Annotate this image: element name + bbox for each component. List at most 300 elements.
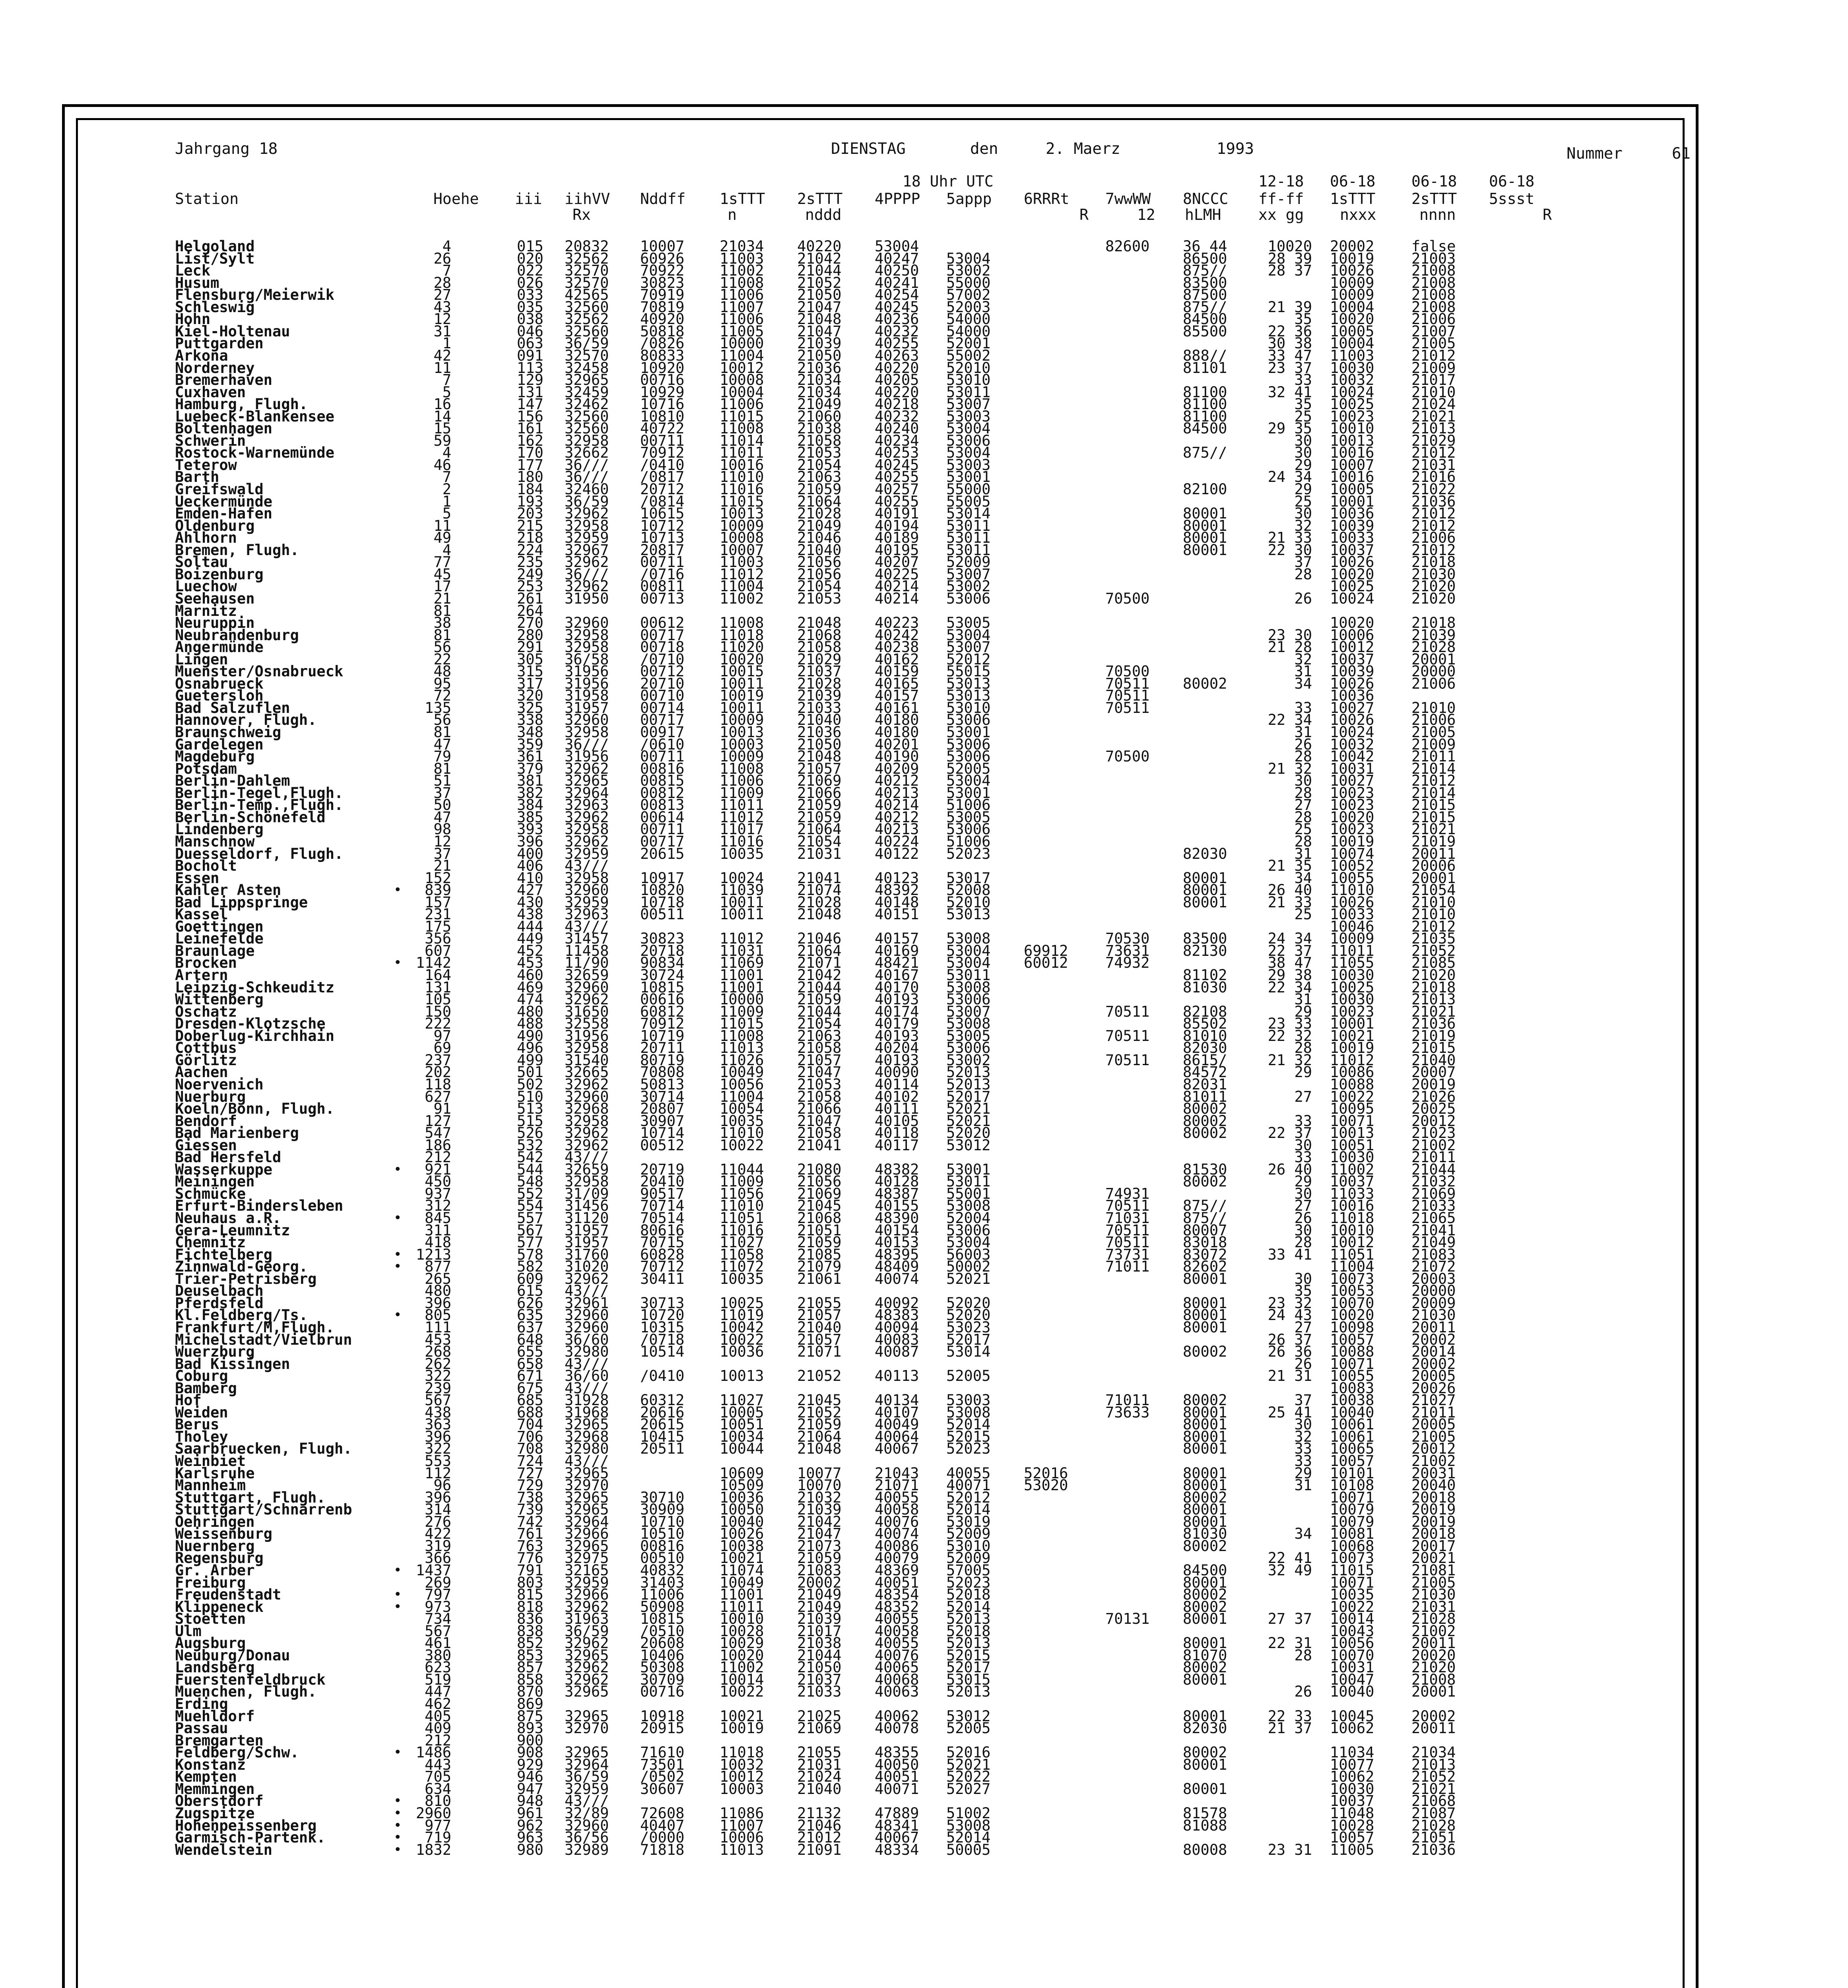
cell-2sttt-06-18: 21012 [1411, 517, 1456, 534]
cell-8nccc: 80001 [1183, 1501, 1227, 1518]
table-row [0, 1549, 1848, 1567]
column-header-12: 12 [1137, 206, 1155, 223]
cell-2sttt: 21071 [797, 954, 842, 972]
cell-station: Goettingen [175, 918, 264, 935]
mountain-station-marker: • [394, 1307, 402, 1323]
cell-1sttt: 11069 [720, 954, 764, 972]
cell-ffff: 25 41 [1268, 1404, 1312, 1421]
table-row [0, 978, 1848, 996]
cell-4pppp: 40083 [875, 1331, 919, 1348]
cell-4pppp: 40205 [875, 371, 919, 389]
cell-ffff: 21 32 [1268, 760, 1312, 777]
cell-iii: 452 [517, 942, 544, 959]
cell-1sttt-06-18: 10081 [1330, 1525, 1374, 1543]
cell-ihvv: 31957 [565, 1221, 609, 1239]
mountain-station-marker: • [394, 1598, 402, 1615]
cell-iii: 688 [517, 1404, 544, 1421]
cell-nddff: 71818 [640, 1841, 685, 1858]
cell-station: Memmingen [175, 1780, 255, 1798]
cell-5appp: 52021 [946, 1100, 991, 1118]
cell-hoehe: 973 [425, 1598, 451, 1615]
cell-iii: 578 [517, 1246, 544, 1263]
cell-2sttt-06-18: 21036 [1411, 493, 1456, 510]
cell-5appp: 53004 [946, 942, 991, 959]
cell-1sttt: 10011 [720, 906, 764, 923]
cell-ihvv: 31957 [565, 1234, 609, 1251]
cell-8nccc: 85502 [1183, 1015, 1227, 1033]
cell-2sttt-06-18: 21005 [1411, 1428, 1456, 1445]
cell-2sttt: 21028 [797, 505, 842, 522]
cell-1sttt-06-18: 11033 [1330, 1185, 1374, 1202]
cell-ffff: 22 37 [1268, 942, 1312, 959]
cell-ihvv: 32960 [565, 1318, 609, 1336]
cell-7wwww: 70511 [1105, 675, 1150, 692]
cell-8nccc: 80002 [1183, 675, 1227, 692]
cell-ffff: 25 [1294, 906, 1312, 923]
cell-1sttt: 10020 [720, 1646, 764, 1664]
cell-2sttt: 21042 [797, 250, 842, 267]
cell-5appp: 52005 [946, 1720, 991, 1737]
cell-4pppp: 40105 [875, 1112, 919, 1130]
cell-1sttt: 10056 [720, 1076, 764, 1093]
cell-ihvv: 32958 [565, 821, 609, 838]
cell-station: Teterow [175, 456, 237, 474]
cell-ihvv: 32560 [565, 322, 609, 340]
cell-nddff: 40920 [640, 311, 685, 328]
cell-2sttt-06-18: 20005 [1411, 1416, 1456, 1433]
cell-1sttt: 10013 [720, 505, 764, 522]
cell-1sttt: 11006 [720, 772, 764, 790]
cell-1sttt: 11011 [720, 796, 764, 814]
cell-iii: 526 [517, 1124, 544, 1142]
cell-2sttt-06-18: 21021 [1411, 821, 1456, 838]
cell-ffff: 22 30 [1268, 541, 1312, 559]
cell-hoehe: 418 [425, 1234, 451, 1251]
cell-5appp: 53007 [946, 565, 991, 583]
cell-station: Emden-Hafen [175, 505, 273, 522]
cell-2sttt-06-18: 21012 [1411, 772, 1456, 790]
cell-hoehe: 1832 [415, 1841, 451, 1858]
cell-1sttt: 10049 [720, 1574, 764, 1591]
cell-nddff: 70919 [640, 286, 685, 304]
cell-iii: 305 [517, 650, 544, 668]
cell-2sttt: 21068 [797, 1209, 842, 1227]
cell-1sttt-06-18: 10095 [1330, 1100, 1374, 1118]
cell-hoehe: 79 [433, 748, 451, 765]
cell-8nccc: 84500 [1183, 420, 1227, 437]
cell-4pppp: 48352 [875, 1598, 919, 1615]
cell-nddff: 30607 [640, 1780, 685, 1798]
cell-ffff: 32 [1294, 1428, 1312, 1445]
cell-station: Weiden [175, 1404, 228, 1421]
cell-station: Oehringen [175, 1513, 255, 1530]
cell-5appp: 53004 [946, 772, 991, 790]
cell-1sttt: 10044 [720, 1440, 764, 1458]
cell-nddff: 90834 [640, 954, 685, 972]
cell-nddff: 70514 [640, 1209, 685, 1227]
cell-ihvv: 31/09 [565, 1185, 609, 1202]
table-row [0, 1149, 1848, 1166]
cell-5appp: 55002 [946, 347, 991, 364]
cell-5appp: 53008 [946, 1015, 991, 1033]
cell-hoehe: 4 [442, 541, 451, 559]
cell-nddff: 40407 [640, 1817, 685, 1834]
cell-2sttt-06-18: 21010 [1411, 893, 1456, 911]
cell-8nccc: 81070 [1183, 1646, 1227, 1664]
cell-2sttt-06-18: 20011 [1411, 1720, 1456, 1737]
cell-8nccc: 83500 [1183, 930, 1227, 947]
cell-station: Hohn [175, 311, 211, 328]
cell-2sttt: 21048 [797, 906, 842, 923]
cell-station: Boizenburg [175, 565, 264, 583]
table-row [0, 1452, 1848, 1470]
cell-nddff: 10415 [640, 1428, 685, 1445]
cell-ihvv: 32968 [565, 1100, 609, 1118]
cell-nddff: 70819 [640, 298, 685, 316]
cell-1sttt: 10051 [720, 1416, 764, 1433]
cell-1sttt: 11006 [720, 396, 764, 413]
mountain-station-marker: • [394, 1161, 402, 1177]
table-row [0, 1331, 1848, 1348]
cell-8nccc: 81011 [1183, 1088, 1227, 1105]
cell-hoehe: 150 [425, 1003, 451, 1020]
cell-ihvv: 36/60 [565, 1367, 609, 1385]
cell-iii: 648 [517, 1331, 544, 1348]
cell-2sttt: 21054 [797, 1015, 842, 1033]
cell-4pppp: 40050 [875, 1756, 919, 1773]
cell-ihvv: 31456 [565, 1197, 609, 1215]
cell-hoehe: 12 [433, 833, 451, 850]
cell-ihvv: 32958 [565, 724, 609, 741]
cell-hoehe: 96 [433, 1477, 451, 1494]
cell-5appp: 53004 [946, 444, 991, 462]
cell-4pppp: 40193 [875, 1051, 919, 1069]
cell-2sttt-06-18: 21013 [1411, 1756, 1456, 1773]
cell-2sttt: 21025 [797, 1707, 842, 1725]
cell-iii: 893 [517, 1720, 544, 1737]
cell-iii: 035 [517, 298, 544, 316]
cell-2sttt: 21053 [797, 444, 842, 462]
cell-1sttt: 11056 [720, 1185, 764, 1202]
cell-ihvv: 36/// [565, 565, 609, 583]
cell-ihvv: 36/// [565, 736, 609, 753]
cell-hoehe: 47 [433, 808, 451, 826]
cell-2sttt: 21059 [797, 991, 842, 1008]
cell-5appp: 53003 [946, 1392, 991, 1409]
cell-hoehe: 1142 [415, 954, 451, 972]
cell-5appp: 40055 [946, 1464, 991, 1482]
cell-7wwww: 70511 [1105, 1221, 1150, 1239]
cell-ihvv: 31928 [565, 1392, 609, 1409]
cell-5appp: 52021 [946, 1756, 991, 1773]
cell-2sttt: 21050 [797, 736, 842, 753]
cell-7wwww: 70511 [1105, 1051, 1150, 1069]
cell-station: Bendorf [175, 1112, 237, 1130]
cell-2sttt-06-18: 21012 [1411, 347, 1456, 364]
cell-station: Stuttgart, Flugh. [175, 1489, 326, 1506]
cell-8nccc: 80001 [1183, 1574, 1227, 1591]
cell-station: Meiningen [175, 1173, 255, 1190]
cell-iii: 396 [517, 833, 544, 850]
cell-2sttt-06-18: 21049 [1411, 1234, 1456, 1251]
cell-station: Zinnwald-Georg. [175, 1258, 308, 1276]
cell-2sttt-06-18: 21008 [1411, 1671, 1456, 1688]
cell-2sttt: 21046 [797, 930, 842, 947]
cell-station: Barth [175, 468, 219, 486]
cell-station: Doberlug-Kirchhain [175, 1027, 334, 1044]
cell-6rrrt: 60012 [1024, 954, 1068, 972]
cell-1sttt: 10040 [720, 1513, 764, 1530]
cell-nddff: 70912 [640, 1015, 685, 1033]
cell-ffff: 29 38 [1268, 967, 1312, 984]
cell-iii: 320 [517, 687, 544, 705]
cell-ihvv: 32959 [565, 1574, 609, 1591]
table-row [0, 1051, 1848, 1069]
cell-2sttt-06-18: 21015 [1411, 796, 1456, 814]
cell-4pppp: 40209 [875, 760, 919, 777]
cell-nddff: 60312 [640, 1392, 685, 1409]
cell-nddff: 00711 [640, 553, 685, 571]
cell-ihvv: 32665 [565, 1064, 609, 1081]
table-row [0, 993, 1848, 1006]
cell-4pppp: 48341 [875, 1817, 919, 1834]
table-row [0, 359, 1848, 377]
cell-ffff: 21 31 [1268, 1367, 1312, 1385]
cell-2sttt-06-18: 21024 [1411, 396, 1456, 413]
cell-1sttt: 10005 [720, 1404, 764, 1421]
cell-iii: 947 [517, 1780, 544, 1798]
cell-nddff: 20615 [640, 845, 685, 862]
cell-5appp: 52013 [946, 1610, 991, 1628]
cell-station: Fuerstenfeldbruck [175, 1671, 326, 1688]
cell-ffff: 35 [1294, 311, 1312, 328]
cell-5appp: 52014 [946, 1829, 991, 1846]
cell-2sttt-06-18: 21044 [1411, 1161, 1456, 1178]
cell-2sttt: 21058 [797, 1088, 842, 1105]
cell-ffff: 31 [1294, 1477, 1312, 1494]
cell-station: Regensburg [175, 1549, 264, 1567]
cell-hoehe: 202 [425, 1064, 451, 1081]
cell-4pppp: 40118 [875, 1124, 919, 1142]
cell-4pppp: 40241 [875, 274, 919, 291]
cell-5appp: 52001 [946, 335, 991, 352]
cell-hoehe: 81 [433, 760, 451, 777]
cell-5appp: 52005 [946, 1367, 991, 1385]
cell-5appp: 52010 [946, 893, 991, 911]
cell-ihvv: 31956 [565, 663, 609, 680]
cell-ihvv: 43/// [565, 857, 609, 875]
cell-station: Erding [175, 1695, 228, 1712]
cell-1sttt-06-18: 10026 [1330, 675, 1374, 692]
cell-2sttt-06-18: 21087 [1411, 1804, 1456, 1822]
cell-2sttt-06-18: 21006 [1411, 311, 1456, 328]
cell-nddff: 20712 [640, 481, 685, 498]
cell-2sttt: 21079 [797, 1258, 842, 1276]
cell-1sttt: 10015 [720, 663, 764, 680]
cell-2sttt-06-18: 21028 [1411, 1817, 1456, 1834]
cell-2sttt-06-18: 21012 [1411, 541, 1456, 559]
cell-7wwww: 70511 [1105, 699, 1150, 716]
cell-8nccc: 82030 [1183, 845, 1227, 862]
table-row [0, 349, 1848, 362]
cell-station: Bad Kissingen [175, 1355, 290, 1373]
cell-hoehe: 276 [425, 1513, 451, 1530]
cell-2sttt-06-18: 21068 [1411, 1792, 1456, 1810]
cell-2sttt-06-18: 20011 [1411, 845, 1456, 862]
cell-nddff: 20817 [640, 541, 685, 559]
cell-nddff: /0410 [640, 1367, 685, 1385]
cell-1sttt: 11011 [720, 444, 764, 462]
cell-2sttt-06-18: 21008 [1411, 298, 1456, 316]
cell-ffff: 31 [1294, 663, 1312, 680]
cell-hoehe: 239 [425, 1379, 451, 1397]
cell-1sttt-06-18: 10070 [1330, 1294, 1374, 1312]
table-row [0, 252, 1848, 265]
cell-nddff: 20719 [640, 1161, 685, 1178]
cell-1sttt: 11009 [720, 1173, 764, 1190]
cell-nddff: 80833 [640, 347, 685, 364]
cell-1sttt-06-18: 10009 [1330, 274, 1374, 291]
mountain-station-marker: • [394, 1793, 402, 1809]
cell-5appp: 52020 [946, 1307, 991, 1324]
cell-2sttt-06-18: 21035 [1411, 930, 1456, 947]
cell-1sttt: 21034 [720, 238, 764, 255]
cell-hoehe: 1486 [415, 1744, 451, 1761]
cell-hoehe: 81 [433, 626, 451, 644]
cell-2sttt-06-18: 21006 [1411, 711, 1456, 729]
cell-1sttt: 10049 [720, 1064, 764, 1081]
cell-4pppp: 48355 [875, 1744, 919, 1761]
cell-5appp: 52014 [946, 1501, 991, 1518]
cell-station: Cuxhaven [175, 383, 246, 401]
cell-5appp: 52023 [946, 1440, 991, 1458]
cell-nddff: 20608 [640, 1635, 685, 1652]
cell-2sttt: 21049 [797, 1598, 842, 1615]
cell-ihvv: 32968 [565, 1428, 609, 1445]
cell-1sttt-06-18: 10027 [1330, 772, 1374, 790]
cell-1sttt: 11027 [720, 1234, 764, 1251]
cell-iii: 962 [517, 1817, 544, 1834]
table-row [0, 1561, 1848, 1579]
cell-1sttt: 10014 [720, 1671, 764, 1688]
cell-station: Oldenburg [175, 517, 255, 534]
cell-hoehe: 118 [425, 1076, 451, 1093]
cell-ffff: 29 [1294, 1064, 1312, 1081]
cell-ihvv: 36/56 [565, 1829, 609, 1846]
cell-2sttt: 21037 [797, 1671, 842, 1688]
cell-4pppp: 40094 [875, 1318, 919, 1336]
cell-nddff: /0610 [640, 736, 685, 753]
table-row [0, 286, 1848, 304]
cell-2sttt: 21049 [797, 1586, 842, 1604]
cell-hoehe: 26 [433, 250, 451, 267]
cell-ihvv: 31958 [565, 687, 609, 705]
cell-1sttt-06-18: 10061 [1330, 1416, 1374, 1433]
cell-1sttt-06-18: 10031 [1330, 1659, 1374, 1676]
cell-7wwww: 70511 [1105, 687, 1150, 705]
cell-hoehe: 91 [433, 1100, 451, 1118]
cell-1sttt-06-18: 10037 [1330, 1173, 1374, 1190]
cell-2sttt: 40220 [797, 238, 842, 255]
cell-5appp: 55000 [946, 274, 991, 291]
cell-2sttt: 21041 [797, 1136, 842, 1154]
cell-2sttt-06-18: 21018 [1411, 614, 1456, 632]
cell-nddff: 00616 [640, 991, 685, 1008]
cell-hoehe: 22 [433, 650, 451, 668]
cell-1sttt: 11072 [720, 1258, 764, 1276]
cell-ihvv: 36/59 [565, 1768, 609, 1786]
cell-hoehe: 265 [425, 1270, 451, 1287]
cell-nddff: 72608 [640, 1804, 685, 1822]
cell-1sttt: 10000 [720, 335, 764, 352]
cell-nddff: 10719 [640, 1027, 685, 1044]
cell-2sttt: 21060 [797, 408, 842, 425]
cell-2sttt-06-18: 21069 [1411, 1185, 1456, 1202]
cell-ihvv: 43/// [565, 1282, 609, 1300]
cell-iii: 554 [517, 1197, 544, 1215]
cell-8nccc: 84500 [1183, 1561, 1227, 1579]
cell-hoehe: 607 [425, 942, 451, 959]
cell-station: Manschnow [175, 833, 255, 850]
table-row [0, 1234, 1848, 1251]
column-header-rx: Rx [573, 206, 591, 223]
cell-1sttt: 11017 [720, 821, 764, 838]
cell-ffff: 22 37 [1268, 1124, 1312, 1142]
cell-8nccc: 80002 [1183, 1586, 1227, 1604]
cell-5appp: 52008 [946, 881, 991, 899]
column-header-8nccc: 8NCCC [1183, 190, 1229, 208]
cell-8nccc: 80001 [1183, 1756, 1227, 1773]
cell-4pppp: 47889 [875, 1804, 919, 1822]
cell-2sttt: 21056 [797, 553, 842, 571]
cell-2sttt-06-18: 21003 [1411, 250, 1456, 267]
cell-nddff: 10315 [640, 1318, 685, 1336]
cell-2sttt: 21058 [797, 432, 842, 449]
cell-2sttt-06-18: 20031 [1411, 1464, 1456, 1482]
table-row [0, 410, 1848, 423]
cell-station: Tholey [175, 1428, 228, 1445]
table-row [0, 1175, 1848, 1188]
cell-4pppp: 40155 [875, 1197, 919, 1215]
cell-iii: 382 [517, 784, 544, 802]
cell-2sttt-06-18: 21021 [1411, 1003, 1456, 1020]
cell-4pppp: 40169 [875, 942, 919, 959]
cell-ffff: 30 [1294, 505, 1312, 522]
cell-station: Bocholt [175, 857, 237, 875]
cell-hoehe: 31 [433, 322, 451, 340]
cell-ffff: 26 [1294, 1209, 1312, 1227]
cell-8nccc: 80001 [1183, 1477, 1227, 1494]
column-header-06-18-c: 06-18 [1489, 173, 1535, 190]
cell-ihvv: 32965 [565, 1416, 609, 1433]
cell-1sttt: 11004 [720, 347, 764, 364]
cell-8nccc: 82030 [1183, 1039, 1227, 1057]
cell-hoehe: 157 [425, 893, 451, 911]
cell-iii: 410 [517, 869, 544, 887]
cell-1sttt: 10036 [720, 1343, 764, 1361]
cell-nddff: 00816 [640, 1537, 685, 1555]
cell-2sttt: 21034 [797, 383, 842, 401]
cell-1sttt: 11001 [720, 1586, 764, 1604]
cell-station: Berlin-Tegel,Flugh. [175, 784, 344, 802]
cell-nddff: 30823 [640, 274, 685, 291]
cell-5appp: 52014 [946, 1416, 991, 1433]
cell-8nccc: 82602 [1183, 1258, 1227, 1276]
cell-5appp: 53001 [946, 724, 991, 741]
cell-1sttt-06-18: 10055 [1330, 869, 1374, 887]
table-row [0, 602, 1848, 619]
cell-ihvv: 32975 [565, 1549, 609, 1567]
